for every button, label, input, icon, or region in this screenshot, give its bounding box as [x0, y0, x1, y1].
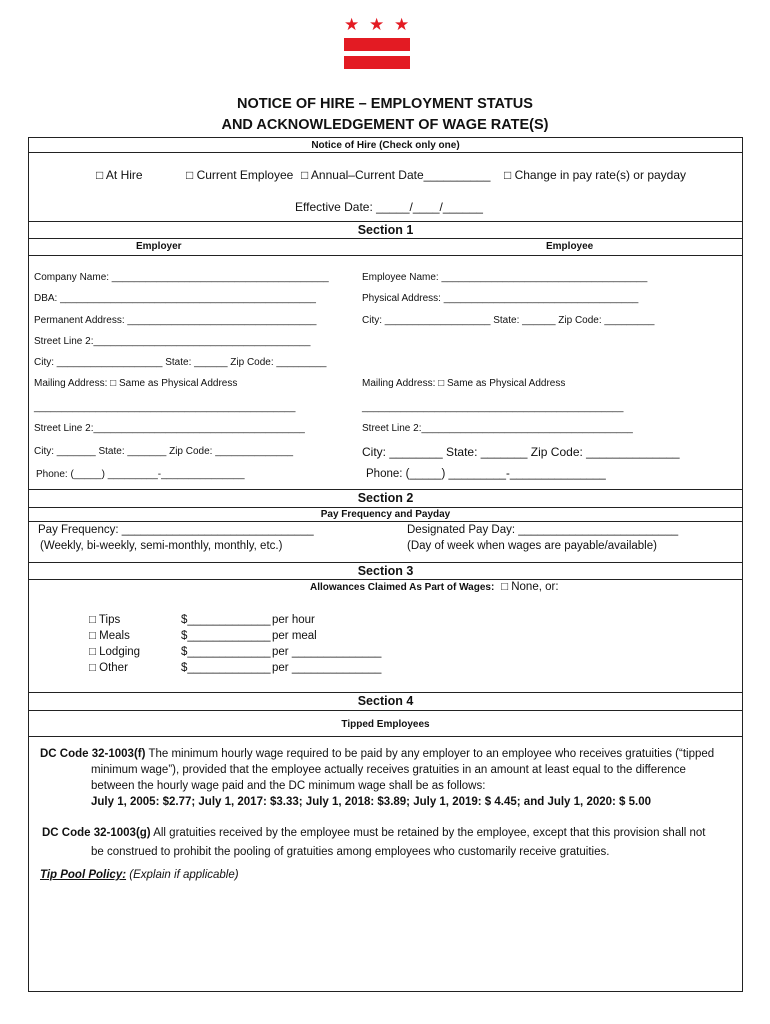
at-hire-checkbox[interactable]: □ At Hire [96, 168, 143, 182]
tip-pool-policy-note: (Explain if applicable) [129, 869, 239, 881]
divider [28, 489, 743, 490]
divider [28, 562, 743, 563]
tips-unit: per hour [272, 614, 315, 626]
dc-code-f-text-line1: The minimum hourly wage required to be paid by any employer to an employee who receives gratuities (“tipped [145, 748, 715, 760]
dc-code-g-text-line1: All gratuities received by the employee must be retained by the employee, except that this provision shall not [150, 827, 706, 839]
change-in-pay-checkbox[interactable]: □ Change in pay rate(s) or payday [504, 168, 687, 182]
lodging-unit-field[interactable]: per ______________ [272, 646, 382, 658]
lodging-checkbox[interactable]: □ Lodging [89, 646, 141, 658]
employer-mailing-address-checkbox[interactable]: Mailing Address: □ Same as Physical Address [34, 378, 238, 389]
effective-date-field[interactable]: Effective Date: _____/____/______ [295, 200, 483, 214]
divider [28, 710, 743, 711]
tips-amount-field[interactable]: $_____________ [181, 614, 271, 626]
employer-city-state-zip-field[interactable]: City: ___________________ State: ______ Zip Code: _________ [34, 357, 327, 368]
meals-checkbox[interactable]: □ Meals [89, 630, 130, 642]
divider [28, 255, 743, 256]
employee-mailing-street-line2-field[interactable]: Street Line 2:______________________________________ [362, 423, 633, 434]
section4-title: Section 4 [357, 694, 414, 708]
dba-field[interactable]: DBA: ______________________________________________ [34, 293, 316, 304]
divider [28, 736, 743, 737]
divider [28, 221, 743, 222]
employee-mailing-address-field[interactable]: _______________________________________________ [362, 402, 624, 413]
allowances-none-checkbox[interactable]: □ None, or: [501, 581, 559, 593]
tips-checkbox[interactable]: □ Tips [89, 614, 121, 626]
section2-title: Section 2 [357, 491, 414, 505]
tip-pool-policy-label: Tip Pool Policy: [40, 869, 127, 881]
divider [28, 238, 743, 239]
dc-code-g-text-line2: be construed to prohibit the pooling of gratuities among employees who customarily receive gratuities. [91, 846, 610, 858]
notice-header: Notice of Hire (Check only one) [311, 140, 460, 151]
employer-mailing-address-field[interactable]: _______________________________________________ [34, 402, 296, 413]
lodging-amount-field[interactable]: $_____________ [181, 646, 271, 658]
employer-street-line2-field[interactable]: Street Line 2:_______________________________________ [34, 336, 311, 347]
section3-title: Section 3 [357, 564, 414, 578]
company-name-field[interactable]: Company Name: _______________________________________ [34, 272, 329, 283]
divider [28, 152, 743, 153]
flag-star-icon: ★ [344, 15, 360, 34]
physical-address-field[interactable]: Physical Address: ___________________________________ [362, 293, 639, 304]
dc-code-f-text-line3: between the hourly wage paid and the DC minimum wage shall be as follows: [91, 780, 486, 792]
meals-amount-field[interactable]: $_____________ [181, 630, 271, 642]
employer-mailing-city-state-zip-field[interactable]: City: _______ State: _______ Zip Code: ______________ [34, 446, 294, 457]
permanent-address-field[interactable]: Permanent Address: __________________________________ [34, 315, 317, 326]
pay-frequency-header: Pay Frequency and Payday [320, 509, 451, 520]
flag-star-icon: ★ [394, 15, 410, 34]
divider [28, 692, 743, 693]
employee-name-field[interactable]: Employee Name: _____________________________________ [362, 272, 648, 283]
dc-code-f-text-line2: minimum wage”), provided that the employee actually receives gratuities in an amount at least equal to the difference [91, 764, 686, 776]
divider [28, 507, 743, 508]
employer-mailing-street-line2-field[interactable]: Street Line 2:______________________________________ [34, 423, 305, 434]
dc-flag-logo [344, 16, 410, 70]
tipped-employees-header: Tipped Employees [341, 719, 430, 730]
page-title-line1: NOTICE OF HIRE – EMPLOYMENT STATUS [237, 96, 533, 112]
allowances-header-label: Allowances Claimed As Part of Wages: [310, 582, 495, 593]
flag-star-icon: ★ [369, 15, 385, 34]
flag-bar [344, 38, 410, 51]
annual-current-date-checkbox[interactable]: □ Annual–Current Date__________ [301, 168, 491, 182]
other-amount-field[interactable]: $_____________ [181, 662, 271, 674]
tipped-wage-rates: July 1, 2005: $2.77; July 1, 2017: $3.33; July 1, 2018: $3.89; July 1, 2019: $ 4.45; and July 1, 2020: $ 5.00 [91, 796, 652, 808]
pay-frequency-note: (Weekly, bi-weekly, semi-monthly, monthly, etc.) [40, 540, 283, 552]
flag-bar [344, 56, 410, 69]
employee-mailing-address-checkbox[interactable]: Mailing Address: □ Same as Physical Address [362, 378, 566, 389]
other-checkbox[interactable]: □ Other [89, 662, 128, 674]
employee-header: Employee [546, 241, 594, 252]
dc-code-g-label: DC Code 32-1003(g) [42, 827, 151, 839]
divider [28, 579, 743, 580]
pay-day-note: (Day of week when wages are payable/available) [407, 540, 657, 552]
pay-frequency-field[interactable]: Pay Frequency: ______________________________ [38, 524, 314, 536]
dc-code-f-paragraph [40, 746, 740, 810]
employer-phone-field[interactable]: Phone: (_____) _________-_______________ [36, 469, 245, 480]
tip-pool-policy [40, 869, 239, 881]
page-title-line2: AND ACKNOWLEDGEMENT OF WAGE RATE(S) [221, 117, 549, 133]
dc-code-g-paragraph [42, 825, 742, 860]
employee-phone-field[interactable]: Phone: (_____) _________-_______________ [366, 468, 606, 480]
employer-header: Employer [136, 241, 182, 252]
divider [28, 521, 743, 522]
meals-unit: per meal [272, 630, 317, 642]
designated-pay-day-field[interactable]: Designated Pay Day: _________________________ [407, 524, 679, 536]
current-employee-checkbox[interactable]: □ Current Employee [186, 168, 294, 182]
employee-city-state-zip-field[interactable]: City: ___________________ State: ______ Zip Code: _________ [362, 315, 655, 326]
employee-mailing-city-state-zip-field[interactable]: City: ________ State: _______ Zip Code: ______________ [362, 445, 680, 459]
allowances-header [310, 581, 559, 593]
dc-code-f-label: DC Code 32-1003(f) [40, 748, 146, 760]
section1-title: Section 1 [357, 223, 414, 237]
other-unit-field[interactable]: per ______________ [272, 662, 382, 674]
